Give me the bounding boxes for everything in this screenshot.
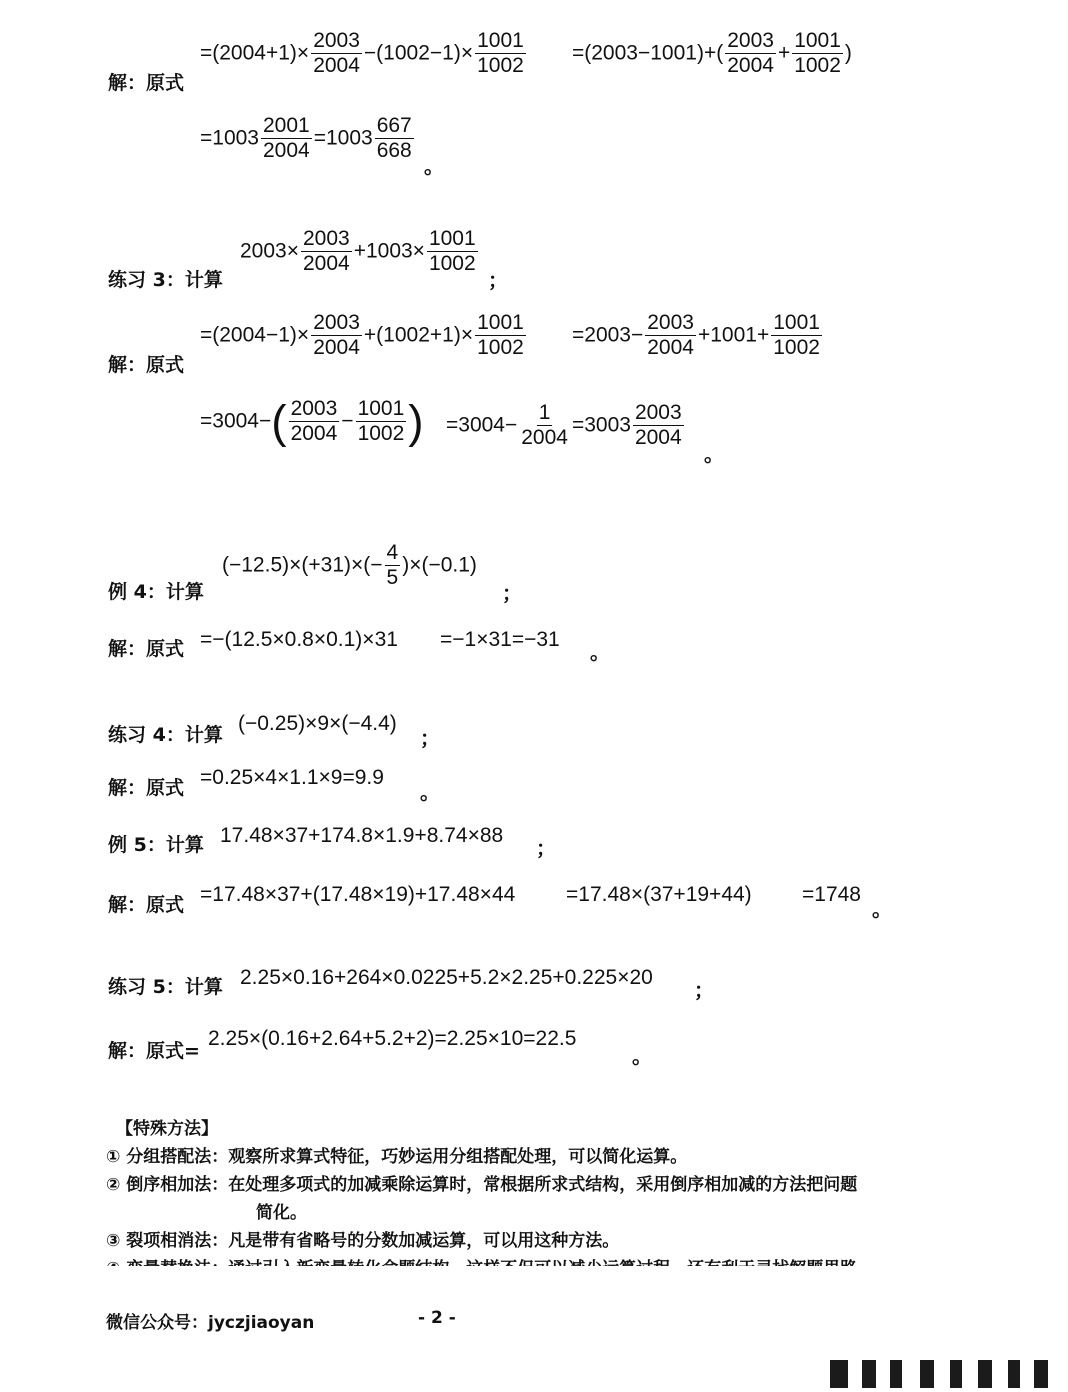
fraction: $\frac{2003}{2004}$ (290, 397, 338, 446)
fraction: $\frac{2001}{2004}$ (262, 114, 310, 163)
fraction: $\frac{1001}{1002}$ (477, 29, 524, 78)
semicolon-mark: ； (488, 268, 508, 292)
fraction: $\frac{2003}{2004}$ (634, 401, 682, 450)
practice-3-solution-line-2: =3004−( $\frac{2003}{2004}$ − $\frac{1001}{1002}$ ) (200, 395, 424, 448)
scan-artifact (890, 1360, 902, 1388)
practice-3-solution-line-1b: =2003− $\frac{2003}{2004}$ +1001+ $\frac{1001}{1002}$ (572, 311, 820, 360)
solution-label: 解：原式 (108, 638, 185, 660)
practice-3-solution-line-2b: =3004− $\frac{1}{2004}$ =3003 $\frac{2003}{2004}$ (446, 401, 682, 450)
period-mark: 。 (632, 1044, 652, 1068)
period-mark: 。 (420, 780, 440, 804)
fraction: $\frac{1001}{1002}$ (428, 227, 476, 276)
period-mark: 。 (704, 442, 724, 466)
example-5-solution-step-1: =17.48×37+(17.48×19)+17.48×44 (200, 883, 516, 906)
solution-label: 解：原式 (108, 777, 185, 799)
practice-5-solution: 2.25×(0.16+2.64+5.2+2)=2.25×10=22.5 (208, 1027, 577, 1050)
solution-line-1b: =(2003−1001)+( $\frac{2003}{2004}$ + $\frac{1001}{1002}$ ) (572, 29, 852, 78)
solution-line-1: =(2004+1)× $\frac{2003}{2004}$ −(1002−1)× $\frac{1001}{1002}$ (200, 29, 524, 78)
fraction: $\frac{4}{5}$ (386, 541, 399, 590)
example-5-expression: 17.48×37+174.8×1.9+8.74×88 (220, 824, 504, 847)
practice-3-expression: 2003× $\frac{2003}{2004}$ +1003× $\frac{1001}{1002}$ (240, 227, 476, 276)
example-5-solution-step-3: =1748 (802, 883, 861, 906)
period-mark: 。 (872, 897, 892, 921)
fraction: $\frac{1001}{1002}$ (794, 29, 841, 78)
semicolon-mark: ； (536, 836, 556, 860)
solution-line-2: =1003 $\frac{2001}{2004}$ =1003 $\frac{667}{668}$ (200, 114, 412, 163)
practice-4-label: 练习 4：计算 (108, 724, 223, 746)
solution-label: 解：原式 (108, 354, 185, 376)
method-item-2: ② 倒序相加法：在处理多项式的加减乘除运算时，常根据所求式结构，采用倒序相加减的方法把问题 (106, 1175, 858, 1195)
scan-artifact (920, 1360, 934, 1388)
practice-5-expression: 2.25×0.16+264×0.0225+5.2×2.25+0.225×20 (240, 966, 653, 989)
method-item-3: ③ 裂项相消法：凡是带有省略号的分数加减运算，可以用这种方法。 (106, 1231, 620, 1251)
page-cut-mask (0, 1266, 1068, 1280)
period-mark: 。 (424, 154, 444, 178)
scan-artifact (1008, 1360, 1020, 1388)
example-5-label: 例 5：计算 (108, 834, 204, 856)
scan-artifact (1034, 1360, 1048, 1388)
method-item-2-continuation: 简化。 (256, 1203, 307, 1223)
scan-artifact (862, 1360, 876, 1388)
example-5-solution-step-2: =17.48×(37+19+44) (566, 883, 752, 906)
fraction: $\frac{2003}{2004}$ (313, 29, 360, 78)
wechat-account: 微信公众号：jyczjiaoyan (106, 1313, 315, 1333)
fraction: $\frac{667}{668}$ (376, 114, 412, 163)
scan-artifact (950, 1360, 962, 1388)
fraction: $\frac{1001}{1002}$ (357, 397, 405, 446)
special-methods-title: 【特殊方法】 (116, 1119, 218, 1139)
solution-label: 解：原式= (108, 1040, 200, 1062)
example-4-solution-step-1: =−(12.5×0.8×0.1)×31 (200, 628, 398, 651)
example-4-expression: (−12.5)×(+31)×(− $\frac{4}{5}$ )×(−0.1) (222, 541, 477, 590)
fraction: $\frac{2003}{2004}$ (647, 311, 694, 360)
example-4-label: 例 4：计算 (108, 581, 204, 603)
fraction: $\frac{1001}{1002}$ (477, 311, 524, 360)
example-4-solution-step-2: =−1×31=−31 (440, 628, 560, 651)
semicolon-mark: ； (502, 581, 522, 605)
scan-artifact (830, 1360, 848, 1388)
solution-label: 解：原式 (108, 894, 185, 916)
scan-artifact (978, 1360, 992, 1388)
semicolon-mark: ； (694, 978, 714, 1002)
fraction: $\frac{2003}{2004}$ (727, 29, 774, 78)
practice-4-solution: =0.25×4×1.1×9=9.9 (200, 766, 384, 789)
method-item-1: ① 分组搭配法：观察所求算式特征，巧妙运用分组搭配处理，可以简化运算。 (106, 1147, 688, 1167)
practice-5-label: 练习 5：计算 (108, 976, 223, 998)
page-number: - 2 - (418, 1308, 456, 1328)
practice-3-label: 练习 3：计算 (108, 269, 223, 291)
fraction: $\frac{2003}{2004}$ (302, 227, 350, 276)
practice-4-expression: (−0.25)×9×(−4.4) (238, 712, 397, 735)
solution-label: 解：原式 (108, 72, 185, 94)
practice-3-solution-line-1: =(2004−1)× $\frac{2003}{2004}$ +(1002+1)× $\frac{1001}{1002}$ (200, 311, 524, 360)
fraction: $\frac{1001}{1002}$ (773, 311, 820, 360)
period-mark: 。 (590, 640, 610, 664)
fraction: $\frac{2003}{2004}$ (313, 311, 360, 360)
fraction: $\frac{1}{2004}$ (521, 401, 568, 450)
semicolon-mark: ； (420, 726, 440, 750)
